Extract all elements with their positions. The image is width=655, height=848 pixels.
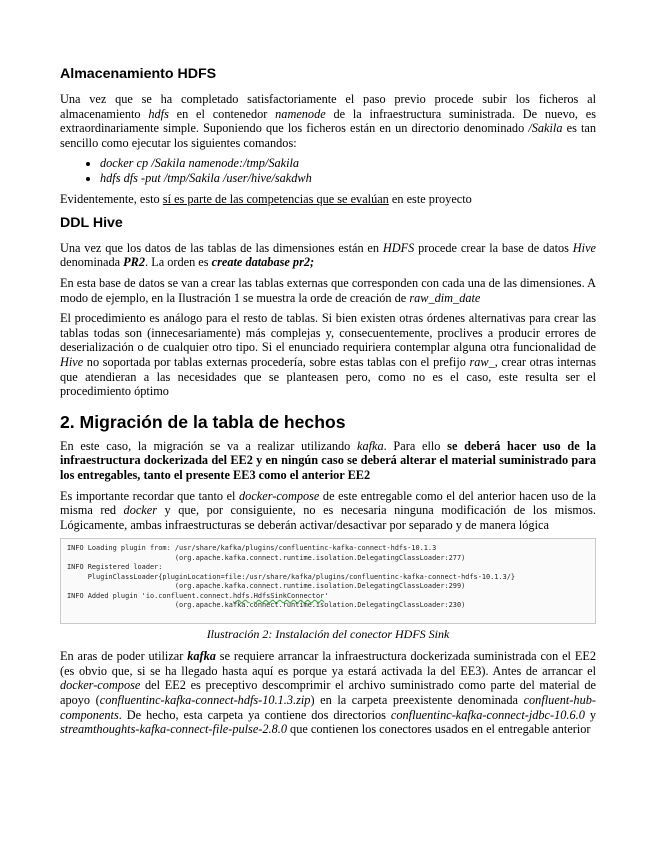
log-line: INFO Loading plugin from: /usr/share/kafka/plugins/confluentinc-kafka-connect-hdfs-10.1.3	[67, 544, 437, 553]
command-list	[60, 156, 596, 185]
text-run: denominada	[60, 255, 124, 270]
text-run: del EE2 es preceptivo descomprimir el archivo suministrado como parte del material de apoyo (	[60, 678, 596, 708]
figure-caption: Ilustración 2: Instalación del conector HDFS Sink	[206, 627, 450, 642]
italic-term: Hive	[60, 354, 84, 369]
text-run: En este caso, la migración se va a realizar utilizando	[60, 438, 357, 453]
command-item: • hdfs dfs -put /tmp/Sakila /user/hive/sakdwh	[100, 171, 596, 185]
text-run: en este proyecto	[388, 192, 472, 207]
text-run: Evidentemente, esto	[60, 192, 163, 207]
ddl-paragraph-3	[60, 311, 596, 399]
bold-italic-term: PR2	[123, 255, 146, 270]
text-run: y	[584, 707, 596, 722]
log-screenshot-figure	[60, 538, 596, 624]
text-run: de este entregable como el del anterior hacen uso de la misma red	[60, 488, 597, 518]
log-text: INFO Added plugin 'io.confluent.connect.	[67, 591, 233, 600]
text-run: y que, por consiguiente, no es necesaria ninguna modificación de los mismos. Lógicamente, ambas infraestructuras se deberán activar/desactivar por separado y de manera lógica	[60, 503, 596, 532]
log-line: (org.apache.kafka.connect.runtime.isolation.DelegatingClassLoader:230)	[67, 601, 466, 610]
text-run: , crear otras internas que atendieran a las necesidades que se planteasen pero, como no es el caso, este resulta ser el procedimiento óptimo	[60, 354, 596, 399]
text-run: . De hecho, esta carpeta ya contiene dos directorios	[118, 707, 391, 722]
text-run: en el contenedor	[168, 106, 276, 121]
log-text: '	[324, 591, 329, 600]
text-run: ) en la carpeta preexistente denominada	[310, 693, 524, 708]
italic-term: hdfs	[148, 106, 169, 121]
italic-term: docker-compose	[60, 678, 141, 693]
italic-term: confluentinc-kafka-connect-jdbc-10.6.0	[390, 707, 585, 722]
log-line	[67, 592, 328, 600]
italic-term: confluentinc-kafka-connect-hdfs-10.1.3.zip	[99, 693, 311, 708]
text-run: procede crear la base de datos	[414, 240, 573, 255]
italic-term: raw_	[469, 354, 495, 369]
text-run: se requiere arrancar la infraestructura dockerizada suministrada con el EE2 (es obvio que, si se ha llegado hasta aquí es porque ya estará activada la del EE3). Antes de arrancar el	[60, 649, 596, 678]
log-output	[67, 544, 589, 611]
text-run: Una vez que se ha completado satisfactoriamente el paso previo procede subir los ficheros al almacenamiento	[60, 92, 596, 121]
log-line: INFO Registered loader:	[67, 563, 163, 572]
text-run: . La orden es	[145, 255, 212, 270]
text-run: de la infraestructura suministrada. De nuevo, es extraordinariamente simple. Suponiendo que los ficheros están en un directorio denominado	[60, 106, 596, 136]
section-heading-ddl: DDL Hive	[60, 214, 123, 231]
section-heading-hdfs: Almacenamiento HDFS	[60, 66, 217, 82]
ddl-paragraph-2	[60, 276, 596, 305]
migration-paragraph-2	[60, 489, 596, 533]
text-run: no soportada por tablas externas procedería, sobre estas tablas con el prefijo	[83, 354, 470, 369]
text-run: . Para ello	[383, 438, 448, 453]
log-line: PluginClassLoader{pluginLocation=file:/usr/share/kafka/plugins/confluentinc-kafka-connect-hdfs-10.1.3/}	[67, 572, 516, 581]
log-line: (org.apache.kafka.connect.runtime.isolation.DelegatingClassLoader:299)	[67, 582, 466, 591]
italic-term: kafka	[357, 438, 384, 453]
text-run: que contienen los conectores usados en el entregable anterior	[286, 722, 591, 737]
bold-italic-term: kafka	[187, 649, 216, 664]
italic-term: confluent-hub-components	[60, 693, 596, 722]
migration-paragraph-3	[60, 649, 596, 737]
log-text-underlined: hdfs	[232, 591, 250, 600]
italic-term: namenode	[275, 106, 326, 121]
migration-paragraph-1	[60, 439, 596, 483]
text-run: Una vez que los datos de las tablas de las dimensiones están en	[60, 240, 383, 255]
bold-emphasis: se deberá hacer uso de la infraestructura dockerizada del EE2 y en ningún caso se deberá alterar el material suministrado para los entregables, tanto el presente EE3 como el anterior EE2	[60, 438, 596, 482]
log-text: .	[249, 591, 254, 600]
document-page	[60, 66, 596, 743]
command-item: • docker cp /Sakila namenode:/tmp/Sakila	[100, 156, 596, 170]
hdfs-intro-paragraph	[60, 92, 596, 150]
italic-term: Hive	[572, 240, 596, 255]
hdfs-note-paragraph	[60, 192, 596, 207]
italic-term: docker	[123, 503, 158, 518]
chapter-heading-migration: 2. Migración de la tabla de hechos	[60, 411, 346, 432]
underlined-text: sí es parte de las competencias que se evalúan	[162, 192, 389, 207]
text-run: El procedimiento es análogo para el resto de tablas. Si bien existen otras órdenes alternativas para crear las tablas todas son (innecesariamente) más complejas y, consecuentemente, proclives a producir errores de deserialización o de cualquier otro tipo. Si el enunciado requiriera contemplar alguna otra funcionalidad de	[60, 311, 596, 355]
text-run: Es importante recordar que tanto el	[60, 488, 240, 503]
italic-term: HDFS	[382, 240, 415, 255]
log-text-underlined: HdfsSinkConnector	[253, 591, 325, 600]
bold-italic-command: create database pr2;	[211, 255, 315, 270]
text-run: En esta base de datos se van a crear las tablas externas que corresponden con cada una de las dimensiones. A modo de ejemplo, en la Ilustración 1 se muestra la orde de creación de	[60, 275, 596, 305]
italic-term: /Sakila	[528, 121, 563, 136]
ddl-paragraph-1	[60, 241, 596, 270]
italic-term: docker-compose	[239, 488, 320, 503]
text-run: En aras de poder utilizar	[60, 649, 188, 664]
text-run: es tan sencillo como ejecutar los siguientes comandos:	[60, 121, 596, 150]
log-line: (org.apache.kafka.connect.runtime.isolation.DelegatingClassLoader:277)	[67, 553, 466, 562]
italic-term: streamthoughts-kafka-connect-file-pulse-2.8.0	[60, 722, 287, 737]
italic-term: raw_dim_date	[409, 290, 481, 305]
